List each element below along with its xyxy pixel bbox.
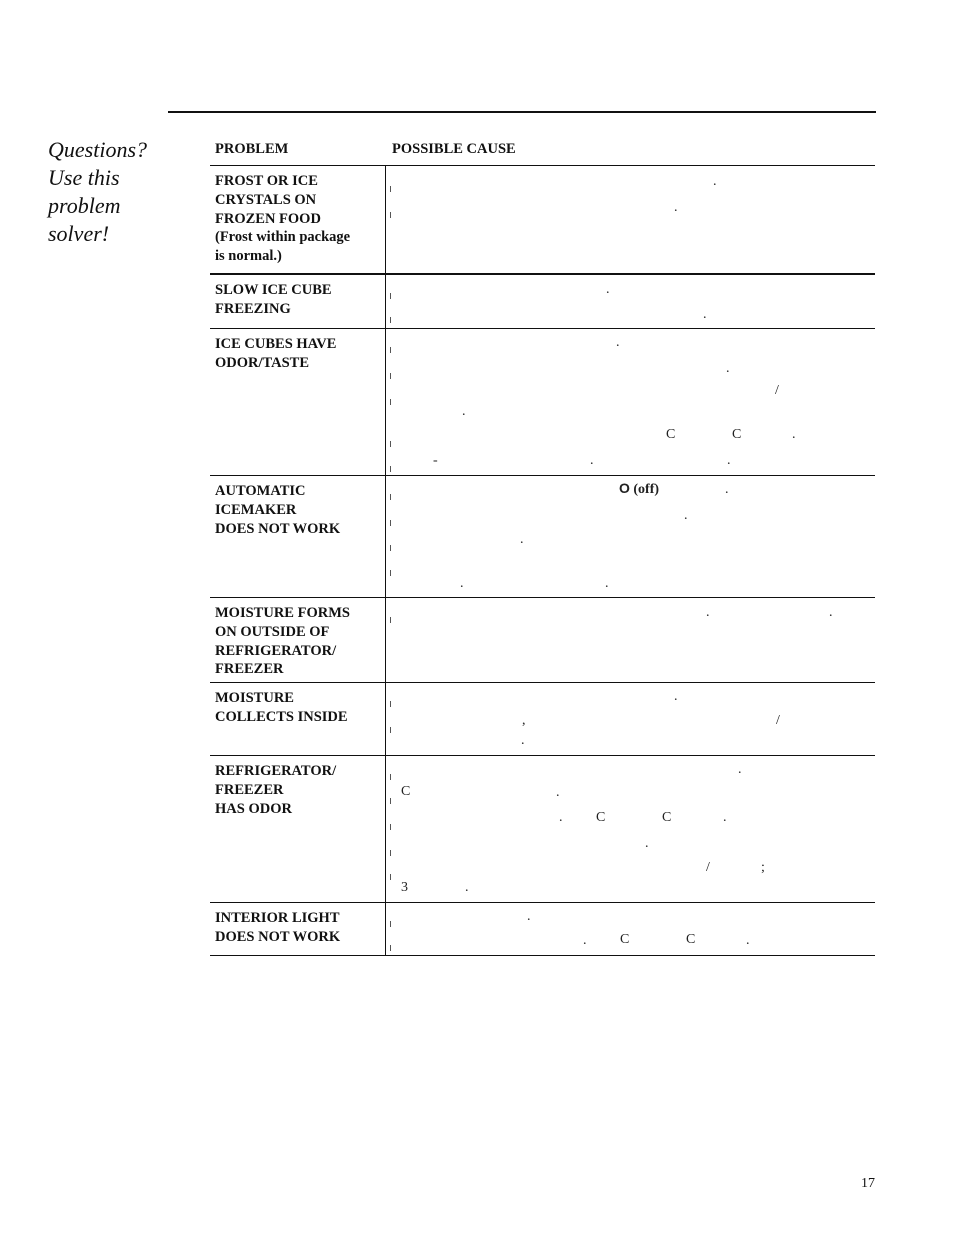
bullet-mark [390,824,391,830]
problem-cell [215,281,375,319]
cause-text-fragment: . [829,605,833,620]
cause-text-fragment: . [746,933,750,948]
off-setting-letter: O [619,480,630,496]
problem-line: ODOR/TASTE [215,354,310,371]
column-divider [385,275,386,328]
column-header-possible-cause: POSSIBLE CAUSE [392,141,516,157]
column-divider [385,683,386,755]
problem-line: MOISTURE [215,690,294,706]
table-row [210,166,875,275]
cause-text-fragment: - [433,453,438,468]
cause-text-fragment: . [520,532,524,547]
cause-text-fragment: / [775,383,779,398]
problem-line: REFRIGERATOR/ [215,763,337,779]
cause-cell [387,476,875,597]
bullet-mark [390,373,391,379]
column-divider [385,329,386,475]
bullet-mark [390,441,391,447]
problem-cell [215,909,375,947]
cause-text-fragment: . [674,689,678,704]
cause-text-fragment: / [776,713,780,728]
cause-text-fragment: . [462,404,466,419]
cause-text-fragment: . [606,282,610,297]
problem-line: FROST OR ICE [215,173,318,189]
cause-text-fragment: . [559,810,563,825]
table-row [210,329,875,476]
table-row [210,683,875,756]
problem-line: FREEZING [215,300,291,317]
cause-text-fragment: C [401,784,411,799]
off-setting-text: (off) [633,482,660,497]
cause-text-fragment: . [713,174,717,189]
bullet-mark [390,701,391,707]
problem-line: HAS ODOR [215,800,292,817]
cause-cell [387,683,875,755]
bullet-mark [390,617,391,623]
cause-text-fragment: C [620,932,630,947]
problem-line: MOISTURE FORMS [215,605,350,621]
problem-note-line: (Frost within package [215,229,351,246]
side-heading-line: problem [48,193,121,218]
cause-text-fragment: . [590,453,594,468]
problem-solver-table [210,165,875,956]
problem-line: ICE CUBES HAVE [215,336,337,352]
cause-number: 3 [401,880,408,895]
cause-text-fragment: . [605,576,609,591]
cause-text-fragment: C [686,932,696,947]
side-heading-line: solver! [48,221,110,246]
cause-text-fragment: C [666,427,676,442]
bullet-mark [390,570,391,576]
cause-text-fragment: . [727,453,731,468]
problem-cell [215,172,375,266]
problem-cell [215,335,375,373]
problem-line: FROZEN FOOD [215,210,321,227]
column-divider [385,476,386,597]
table-row [210,598,875,683]
bullet-mark [390,774,391,780]
cause-cell [387,756,875,902]
bullet-mark [390,399,391,405]
cause-text-fragment: / [706,860,710,875]
column-header-problem: PROBLEM [215,141,289,157]
problem-line: COLLECTS INSIDE [215,708,348,725]
side-heading [48,136,178,248]
problem-line: CRYSTALS ON [215,191,317,208]
cause-text-fragment: . [645,836,649,851]
table-row [210,275,875,329]
bullet-mark [390,520,391,526]
column-divider [385,166,386,273]
cause-text-fragment: . [460,576,464,591]
cause-cell [387,329,875,475]
cause-off-setting [619,480,659,498]
cause-text-fragment: . [706,605,710,620]
bullet-mark [390,921,391,927]
bullet-mark [390,945,391,951]
cause-text-fragment: . [616,335,620,350]
cause-cell [387,166,875,273]
problem-line: INTERIOR LIGHT [215,910,340,926]
cause-text-fragment: . [703,307,707,322]
problem-line: ON OUTSIDE OF [215,623,330,640]
column-divider [385,903,386,955]
cause-text-fragment: . [684,508,688,523]
cause-text-fragment: . [725,482,729,497]
side-heading-line: Questions? [48,137,147,162]
cause-text-fragment: . [527,909,531,924]
cause-text-fragment: , [522,713,526,728]
table-row [210,756,875,903]
problem-line: FREEZER [215,661,284,678]
problem-line: ICEMAKER [215,501,297,518]
table-row [210,476,875,598]
problem-cell [215,762,375,818]
bullet-mark [390,186,391,192]
cause-text-fragment: C [732,427,742,442]
bullet-mark [390,212,391,218]
table-row [210,903,875,956]
column-divider [385,598,386,682]
problem-cell [215,482,375,538]
cause-text-fragment: . [738,762,742,777]
cause-text-fragment: . [556,785,560,800]
problem-line: AUTOMATIC [215,483,306,499]
page-number: 17 [861,1176,875,1191]
problem-line: FREEZER [215,781,284,798]
bullet-mark [390,850,391,856]
bullet-mark [390,317,391,323]
problem-cell [215,689,375,727]
cause-text-fragment: . [792,427,796,442]
cause-text-fragment: . [723,810,727,825]
problem-line: SLOW ICE CUBE [215,282,332,298]
bullet-mark [390,798,391,804]
cause-text-fragment: . [726,361,730,376]
bullet-mark [390,727,391,733]
cause-text-fragment: . [465,880,469,895]
cause-text-fragment: ; [761,860,765,875]
problem-line: REFRIGERATOR/ [215,642,337,659]
cause-cell [387,903,875,955]
cause-text-fragment: C [662,810,672,825]
cause-text-fragment: . [674,200,678,215]
cause-text-fragment: C [596,810,606,825]
cause-text-fragment: . [521,733,525,748]
cause-cell [387,275,875,328]
bullet-mark [390,874,391,880]
bullet-mark [390,347,391,353]
problem-cell [215,604,375,679]
bullet-mark [390,545,391,551]
cause-cell [387,598,875,682]
problem-line: DOES NOT WORK [215,928,341,945]
side-heading-line: Use this [48,165,120,190]
bullet-mark [390,293,391,299]
cause-text-fragment: . [583,933,587,948]
problem-note-line: is normal.) [215,248,282,265]
problem-line: DOES NOT WORK [215,520,341,537]
top-rule [168,111,876,113]
bullet-mark [390,466,391,472]
bullet-mark [390,494,391,500]
column-divider [385,756,386,902]
